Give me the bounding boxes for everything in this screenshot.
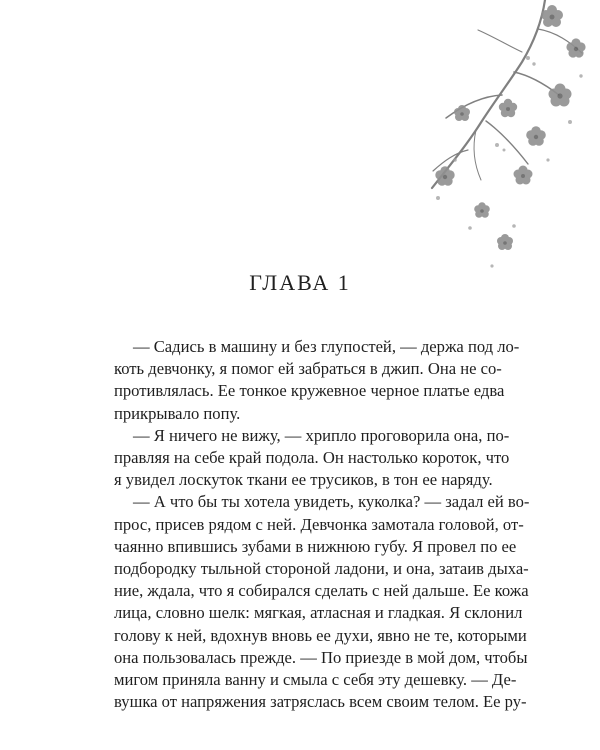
text-line: вушка от напряжения затряслась всем своим телом. Ее ру- [114, 692, 527, 712]
chapter-title: ГЛАВА 1 [249, 270, 351, 295]
text-line: чаянно впившись зубами в нижнюю губу. Я провел по ее [114, 536, 517, 556]
text-line: противлялась. Ее тонкое кружевное черное платье едва [114, 381, 505, 401]
text-line: прос, присев рядом с ней. Девчонка замотала головой, от- [114, 514, 524, 534]
text-line: правляя на себе край подола. Он настолько короток, что [114, 448, 510, 468]
text-line: коть девчонку, я помог ей забраться в джип. Она не со- [114, 359, 502, 379]
text-line: прикрывало попу. [114, 403, 241, 423]
chapter-body-text [114, 336, 530, 713]
text-line: подбородку тыльной стороной ладони, и она, затаив дыха- [114, 559, 529, 579]
text-line: я увидел лоскуток ткани ее трусиков, в тон ее наряду. [114, 470, 493, 490]
cherry-blossom-branch-icon [410, 0, 600, 300]
text-line: — А что бы ты хотела увидеть, куколка? — задал ей во- [133, 492, 530, 512]
text-line: ние, ждала, что я собирался сделать с ней дальше. Ее кожа [114, 581, 529, 601]
text-line: — Садись в машину и без глупостей, — держа под ло- [133, 337, 520, 356]
text-line: голову к ней, вдохнув вновь ее духи, явно не те, которыми [114, 625, 527, 645]
text-line: она пользовалась прежде. — По приезде в мой дом, чтобы [114, 647, 528, 667]
text-line: мигом приняла ванну и смыла с себя эту дешевку. — Де- [114, 670, 517, 690]
text-line: лица, словно шелк: мягкая, атласная и гладкая. Я склонил [114, 603, 523, 623]
text-line: — Я ничего не вижу, — хрипло проговорила она, по- [133, 425, 510, 445]
